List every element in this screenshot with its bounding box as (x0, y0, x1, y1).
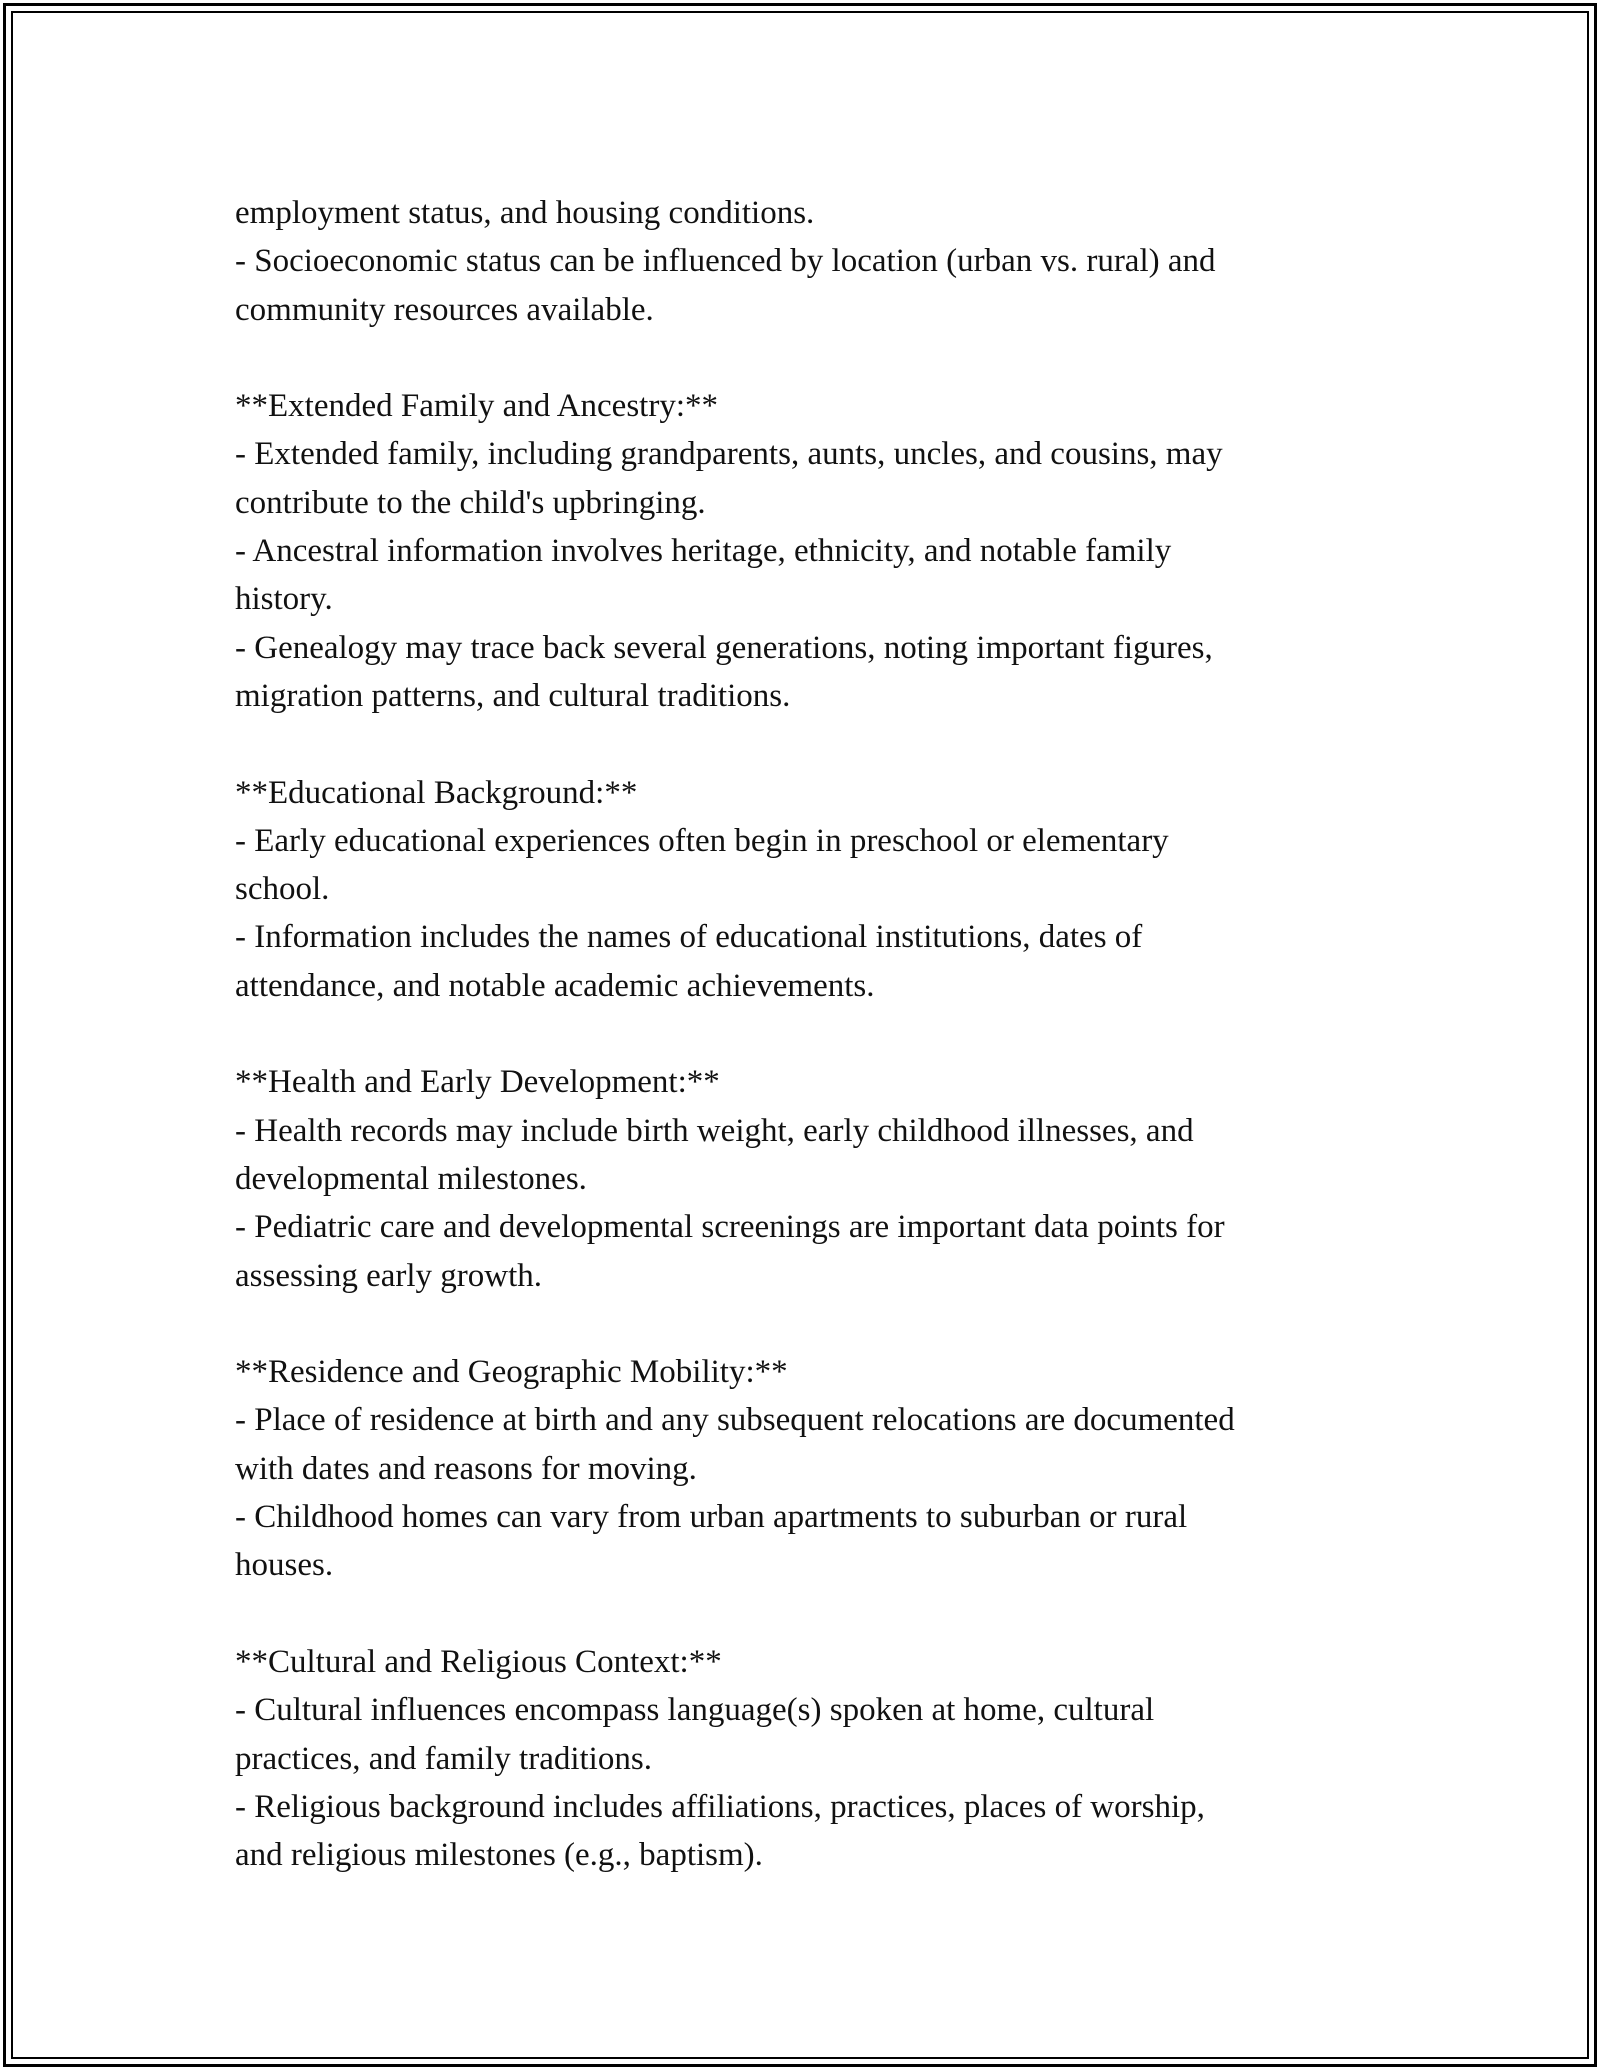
section-gap (235, 1590, 1365, 1638)
section-health-development (235, 1058, 1365, 1299)
body-line: migration patterns, and cultural traditions. (235, 677, 791, 714)
body-line: attendance, and notable academic achievements. (235, 967, 875, 1004)
section-extended-family (235, 382, 1365, 720)
body-line: - Genealogy may trace back several generations, noting important figures, (235, 629, 1213, 666)
body-line: - Early educational experiences often begin in preschool or elementary (235, 822, 1169, 859)
body-line: - Ancestral information involves heritage, ethnicity, and notable family (235, 533, 1172, 570)
body-line: - Place of residence at birth and any subsequent relocations are documented (235, 1402, 1235, 1439)
body-line: and religious milestones (e.g., baptism). (235, 1837, 763, 1874)
body-line: developmental milestones. (235, 1160, 587, 1197)
body-line: - Childhood homes can vary from urban apartments to suburban or rural (235, 1499, 1188, 1536)
body-line: community resources available. (235, 291, 654, 328)
body-line: employment status, and housing conditions. (235, 195, 815, 231)
section-heading: **Educational Background:** (235, 774, 638, 811)
section-heading: **Residence and Geographic Mobility:** (235, 1354, 788, 1391)
section-gap (235, 1300, 1365, 1348)
section-gap (235, 1010, 1365, 1058)
body-line: history. (235, 581, 333, 618)
body-line: - Cultural influences encompass language(s) spoken at home, cultural (235, 1692, 1155, 1729)
section-educational-background (235, 769, 1365, 1010)
section-cultural-religious (235, 1638, 1365, 1879)
document-body (235, 189, 1365, 1879)
body-line: - Pediatric care and developmental screenings are important data points for (235, 1209, 1225, 1246)
section-heading: **Extended Family and Ancestry:** (235, 388, 718, 425)
section-heading: **Health and Early Development:** (235, 1064, 720, 1101)
intro-block (235, 189, 1365, 334)
body-line: assessing early growth. (235, 1257, 543, 1294)
body-line: houses. (235, 1547, 334, 1584)
section-heading: **Cultural and Religious Context:** (235, 1643, 722, 1680)
body-line: - Information includes the names of educational institutions, dates of (235, 919, 1143, 956)
section-residence-mobility (235, 1348, 1365, 1589)
body-line: contribute to the child's upbringing. (235, 484, 706, 521)
body-line: - Socioeconomic status can be influenced by location (urban vs. rural) and (235, 243, 1216, 280)
body-line: school. (235, 871, 330, 908)
body-line: with dates and reasons for moving. (235, 1450, 697, 1487)
section-gap (235, 720, 1365, 768)
body-line: - Extended family, including grandparents, aunts, uncles, and cousins, may (235, 436, 1223, 473)
section-gap (235, 334, 1365, 382)
body-line: - Religious background includes affiliations, practices, places of worship, (235, 1788, 1205, 1825)
body-line: practices, and family traditions. (235, 1740, 652, 1777)
body-line: - Health records may include birth weight, early childhood illnesses, and (235, 1112, 1194, 1149)
